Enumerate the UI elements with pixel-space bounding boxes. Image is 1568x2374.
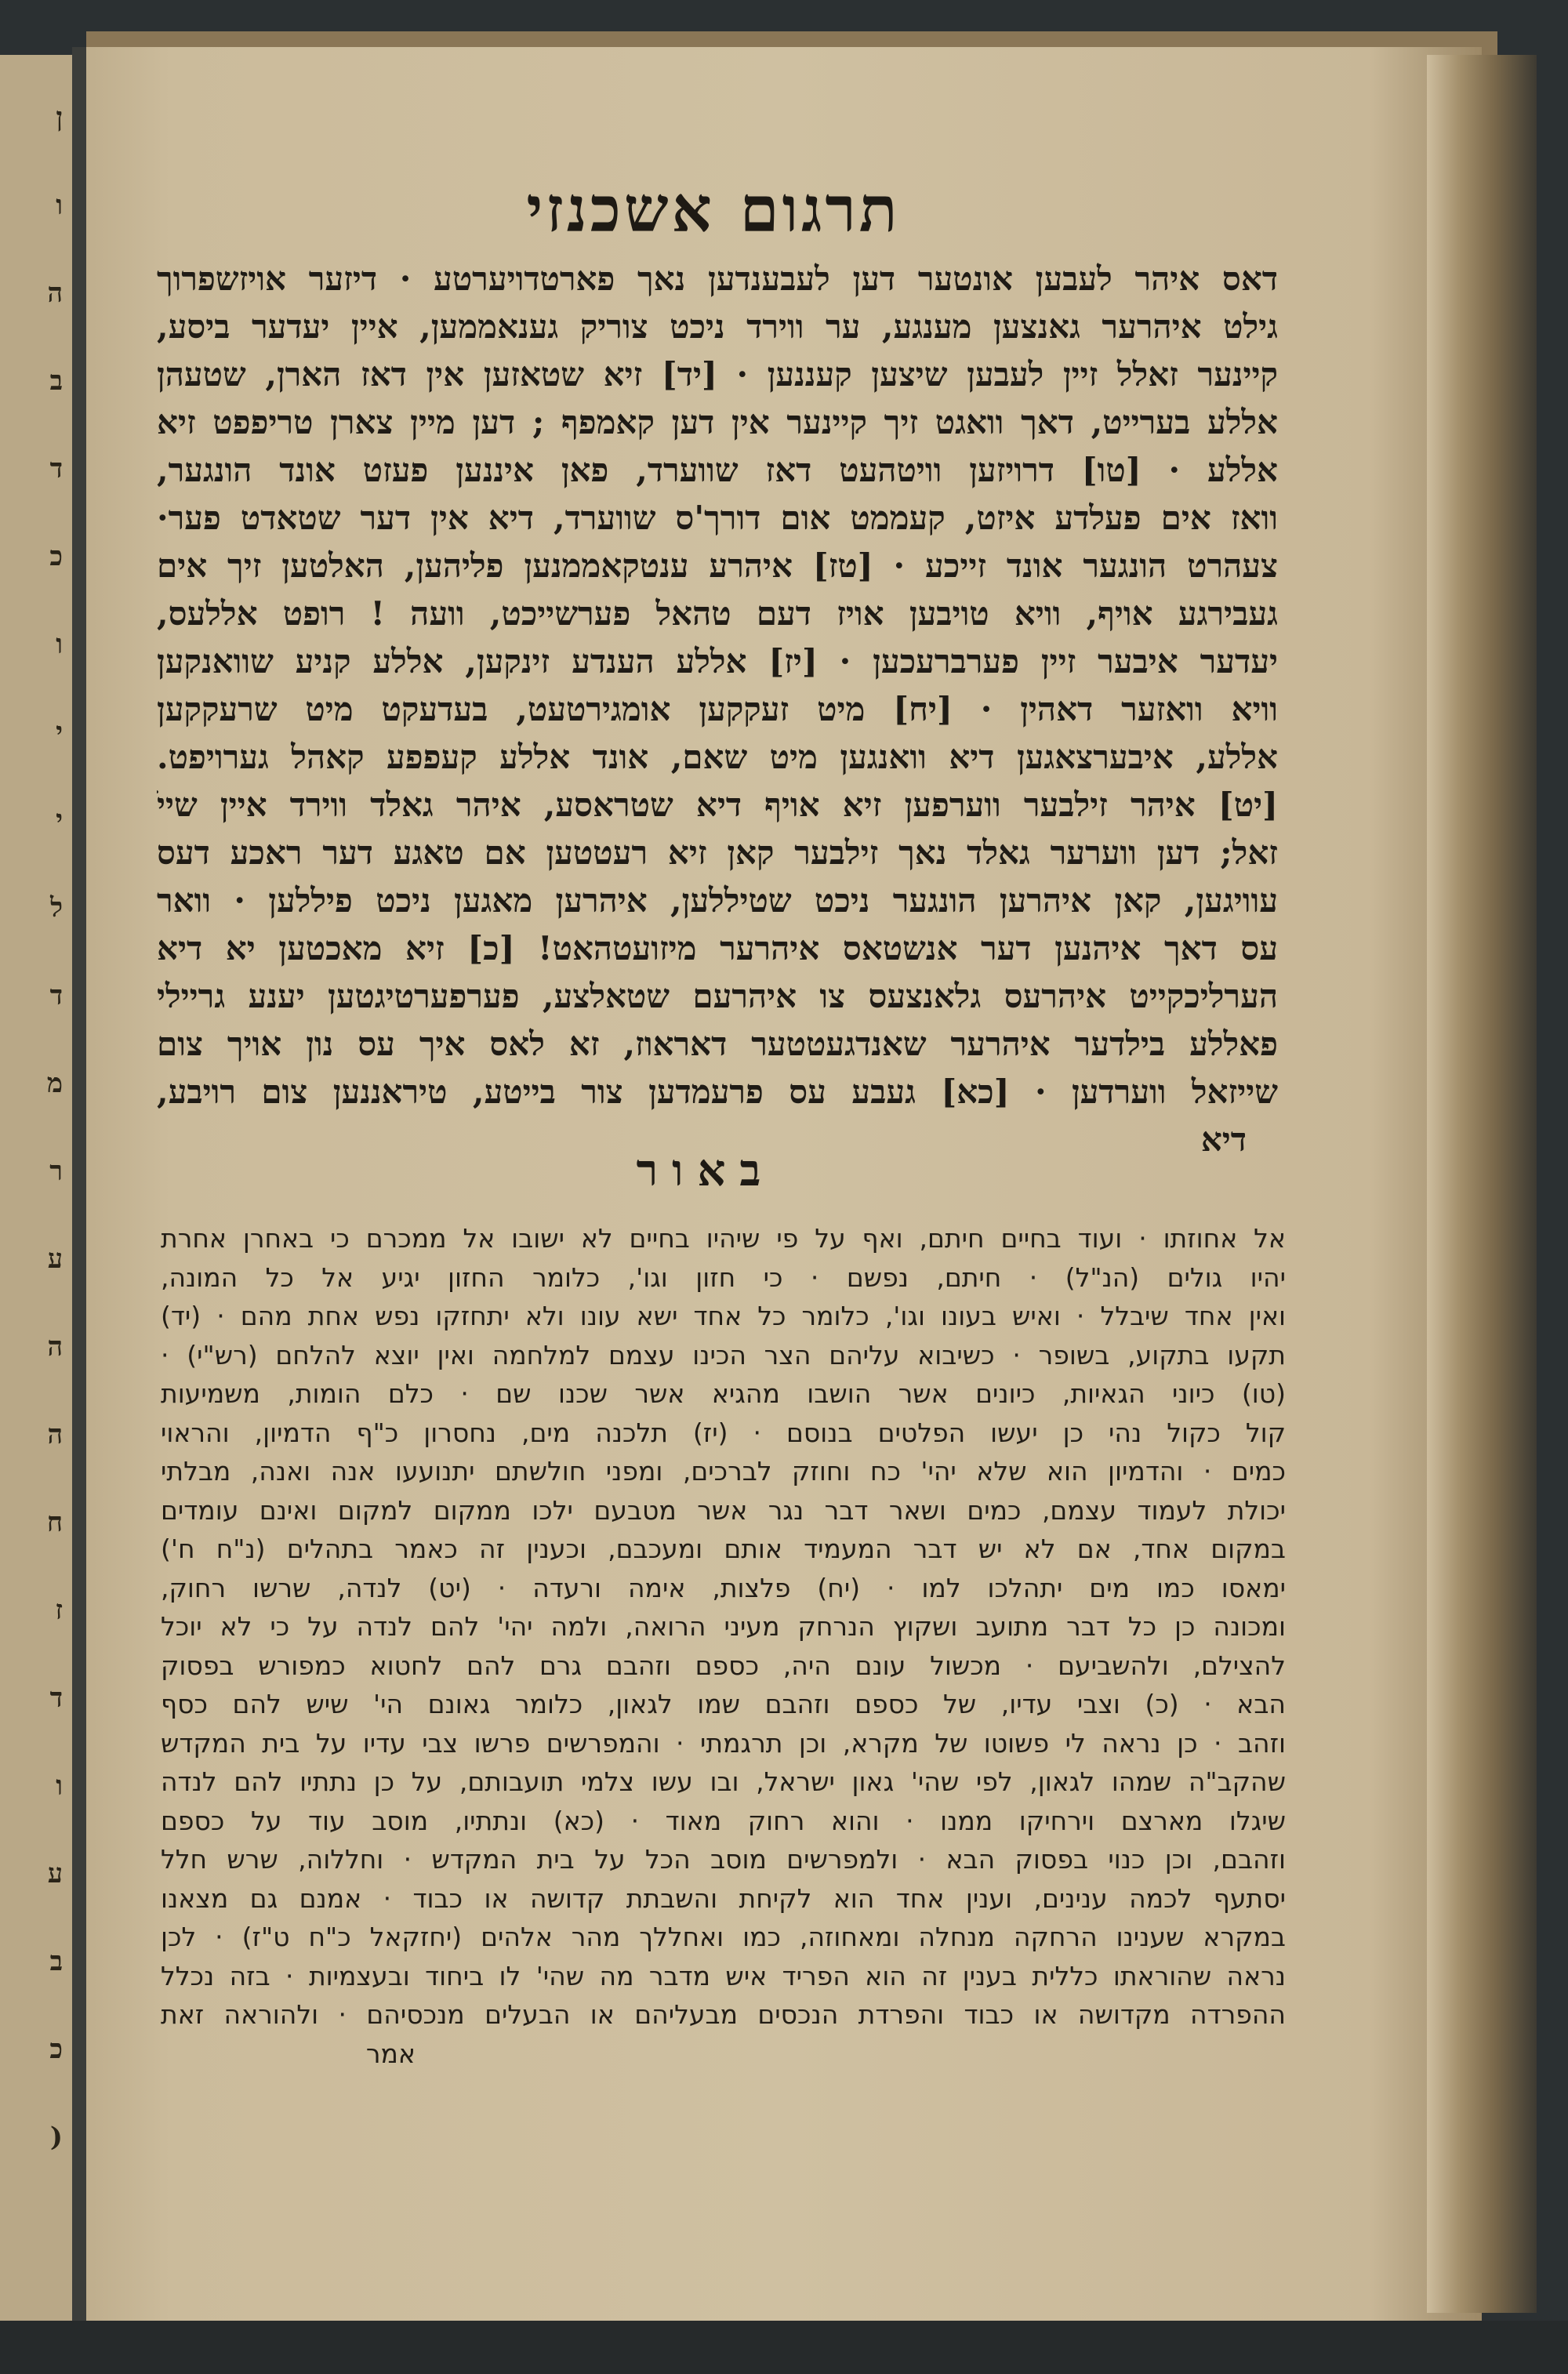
page-title: תרגום אשכנזי [526,172,901,246]
commentary-line: (טו) כיוני הגאיות, כיונים אשר הושבו מהגיא אשר שכנו שם · כלם הומות, משמיעות [161,1378,1286,1409]
catchword: דיא [1200,1120,1247,1159]
text-line: זאל; דען ווערער גאלד נאך זילבער קאן זיא רעטטען אם טאגע דער ראכע דעס [157,833,1278,872]
text-line: עוויגען, קאן איהרען הונגער ניכט שטיללען, איהרען מאגען ניכט פיללען · וואר [157,881,1278,920]
page-edge-stack [1427,55,1537,2313]
fragment-letter: ן [56,102,63,133]
commentary-line: להצילם, ולהשביעם · מכשול עונם היה, כספם וזהבם גרם להם לחטוא כמפורש בפסוק [161,1650,1286,1681]
commentary-line: ואין אחד שיבלל · ואיש בעונו וגו', כלומר כל אחד ישא עונו ולא יתחזקו נפש אחת מהם · (יד) [161,1301,1286,1331]
text-line: עס דאך איהנען דער אנשטאס איהרער מיזועטהאט! [כ] זיא מאכטען יא דיא [157,929,1278,967]
text-line: פאללע בילדער איהרער שאנדגעטטער דאראוז, זא לאס איך עס נון אויך צום [157,1025,1278,1063]
background-bottom [0,2321,1568,2374]
fragment-letter: ע [47,1243,63,1275]
catchword: אמר [365,2038,416,2069]
text-line: קיינער זאלל זיין לעבען שיצען קעננען · [יד] זיא שטאזען אין דאז הארן, שטעהן [157,355,1278,394]
text-line: שייזאל ווערדען · [כא] געבע עס פרעמדען צור בייטע, טיראננען צום רויבע, [157,1073,1278,1111]
fragment-letter: מ [46,1068,63,1099]
text-line: יעדער איבער זיין פערברעכען · [יז] אללע הענדע זינקען, אללע קניע שוואנקען [157,642,1278,681]
fragment-letter: כ [49,541,63,572]
text-line: אללע, איבערצאגען דיא וואנגען מיט שאם, אונד אללע קעפפע קאהל גערויפט. [157,738,1278,776]
text-line: גילט איהרער גאנצען מענגע, ער ווירד ניכט צוריק גענאממען, איין יעדער ביסע, [157,307,1278,346]
left-facing-page [0,55,77,2329]
commentary-line: יסתעף לכמה ענינים, וענין אחד הוא לקיחת והשבתת קדושה או כבוד · אמנם גם מצאנו [161,1882,1286,1914]
fragment-letter: ו [56,190,63,221]
commentary-line: קול כקול נהי כן יעשו הפלטים בנוסם · (יז) תלכנה מים, נחסרון כ"ף הדמיון, והראוי [161,1417,1286,1448]
text-line: אללע · [טו] דרויזען וויטהעט דאז שווערד, פאן איננען פעזט אונד הונגער, [157,451,1278,489]
fragment-letter: ( [49,2122,63,2153]
commentary-line: וזהב · כן נראה לי פשוטו של מקרא, וכן תרגמתי · והמפרשים פרשו צבי עדיו על בית המקדש [161,1727,1286,1759]
fragment-letter: ד [49,980,63,1011]
text-line: דאס איהר לעבען אונטער דען לעבענדען נאך פארטדויערטע · דיזער אויזשפרוך [157,260,1278,298]
fragment-letter: ז [55,1595,63,1626]
commentary-line: שיגלו מארצם וירחיקו ממנו · והוא רחוק מאוד · (כא) ונתתיו, מוסב עוד על כספם [161,1805,1286,1836]
fragment-letter: ד [49,453,63,485]
fragment-letter: ו [56,1770,63,1802]
commentary-line: אל אחוזתו · ועוד בחיים חיתם, ואף על פי שיהיו בחיים לא ישובו אל ממכרם כי באחרן אחרת [161,1223,1286,1254]
fragment-letter: ב [49,1946,63,1977]
commentary-line: במקרא שענינו הרחקה מנחלה ומאחוזה, כמו ואחללך מהר אלהים (יחזקאל כ"ח ט"ז) · לכן [161,1922,1286,1952]
fragment-letter: ה [47,1331,63,1363]
fragment-letter: ו [56,629,63,660]
fragment-letter: ח [46,1507,63,1538]
commentary-heading: באור [636,1145,775,1196]
text-line: וויא וואזער דאהין · [יח] מיט זעקקען אומגירטעט, בעדעקט מיט שרעקקען [157,690,1278,728]
commentary-line: כמים · והדמיון הוא שלא יהי' כח וחוזק לברכים, ומפני חולשתם יתנועעו אנה ואנה, מבלתי [161,1456,1286,1486]
text-line: הערליכקייט איהרעס גלאנצעס צו איהרעם שטאלצע, פערפערטיגטען יענע גריילי [157,977,1278,1015]
commentary-text [161,1219,1286,2073]
text-line: געבירגע אויף, וויא טויבען אויז דעם טהאל פערשייכט, וועה ! רופט אללעס, [157,594,1278,633]
fragment-letter: ר [49,1156,63,1187]
fragment-letter: י [56,717,63,748]
fragment-letter: י [56,804,63,836]
fragment-letter: ה [47,278,63,309]
text-line: צעהרט הונגער אונד זייכע · [טז] איהרע ענטקאממנען פליהען, האלטען זיך אים [157,546,1278,585]
commentary-line: תקעו בתקוע, בשופר · כשיבוא עליהם הצר הכינו עצמם למלחמה ואין יוצא להלחם (רש"י) · [161,1339,1286,1370]
fragment-letter: ב [49,365,63,397]
text-line: אללע בערייט, דאך וואגט זיך קיינער אין דען קאמפף ; דען מיין צארן טריפפט זיא [157,403,1278,441]
fragment-letter: ל [50,892,63,924]
commentary-line: וזהבם, וכן כנוי בפסוק הבא · ולמפרשים מוסב הכל על בית המקדש · וחללוה, שרש חלל [161,1844,1286,1875]
text-line: וואז אים פעלדע איזט, קעממט אום דורך'ס שווערד, דיא אין דער שטאדט פער· [157,499,1278,537]
fragment-letter: ה [47,1419,63,1450]
fragment-letter: ע [47,1858,63,1889]
commentary-line: ימאסו כמו מים יתהלכו למו · (יח) פלצות, אימה ורעדה · (יט) לנדה, שרשו רחוק, [161,1572,1286,1603]
commentary-line: ההפרדה מקדושה או כבוד והפרדת הנכסים מבעליהם או הבעלים מנכסיהם · ולהוראה זאת [161,1999,1286,2030]
commentary-line: יהיו גולים (הנ"ל) · חיתם, נפשם · כי חזון וגו', כלומר החזון יגיע אל כל המונה, [161,1261,1286,1293]
commentary-line: נראה שהוראתו כללית בענין זה הוא הפריד איש מדבר מה שהי' לו ביחוד ובעצמיות · בזה נכלל [161,1960,1286,1991]
commentary-line: שהקב"ה שמהו לגאון, לפי שהי' גאון ישראל, ובו עשו צלמי תועבותם, על כן נתתיו להם לנדה [161,1766,1286,1797]
commentary-line: הבא · (כ) וצבי עדיו, של כספם וזהבם שמו לגאון, כלומר גאונם הי' שיש להם כסף [161,1689,1286,1719]
fragment-letter: ד [49,1682,63,1714]
fragment-letter: כ [49,2034,63,2065]
commentary-line: ומכונה כן כל דבר מתועב ושקוץ הנרחק מעיני הרואה, ולמה יהי' להם לנדה על כי לא יוכל [161,1611,1286,1642]
text-line: [יט] איהר זילבער ווערפען זיא אויף דיא שטראסע, איהר גאלד ווירד איין שייׂ [157,786,1278,824]
translation-text [157,255,1278,1163]
commentary-line: יכולת לעמוד עצמם, כמים ושאר דבר נגר אשר מטבעם ילכו ממקום למקום ואינם עומדים [161,1494,1286,1526]
commentary-line: במקום אחד, אם לא יש דבר המעמיד אותם ומעכבם, וכענין זה כאמר בתהלים (נ"ח ח') [161,1534,1286,1564]
